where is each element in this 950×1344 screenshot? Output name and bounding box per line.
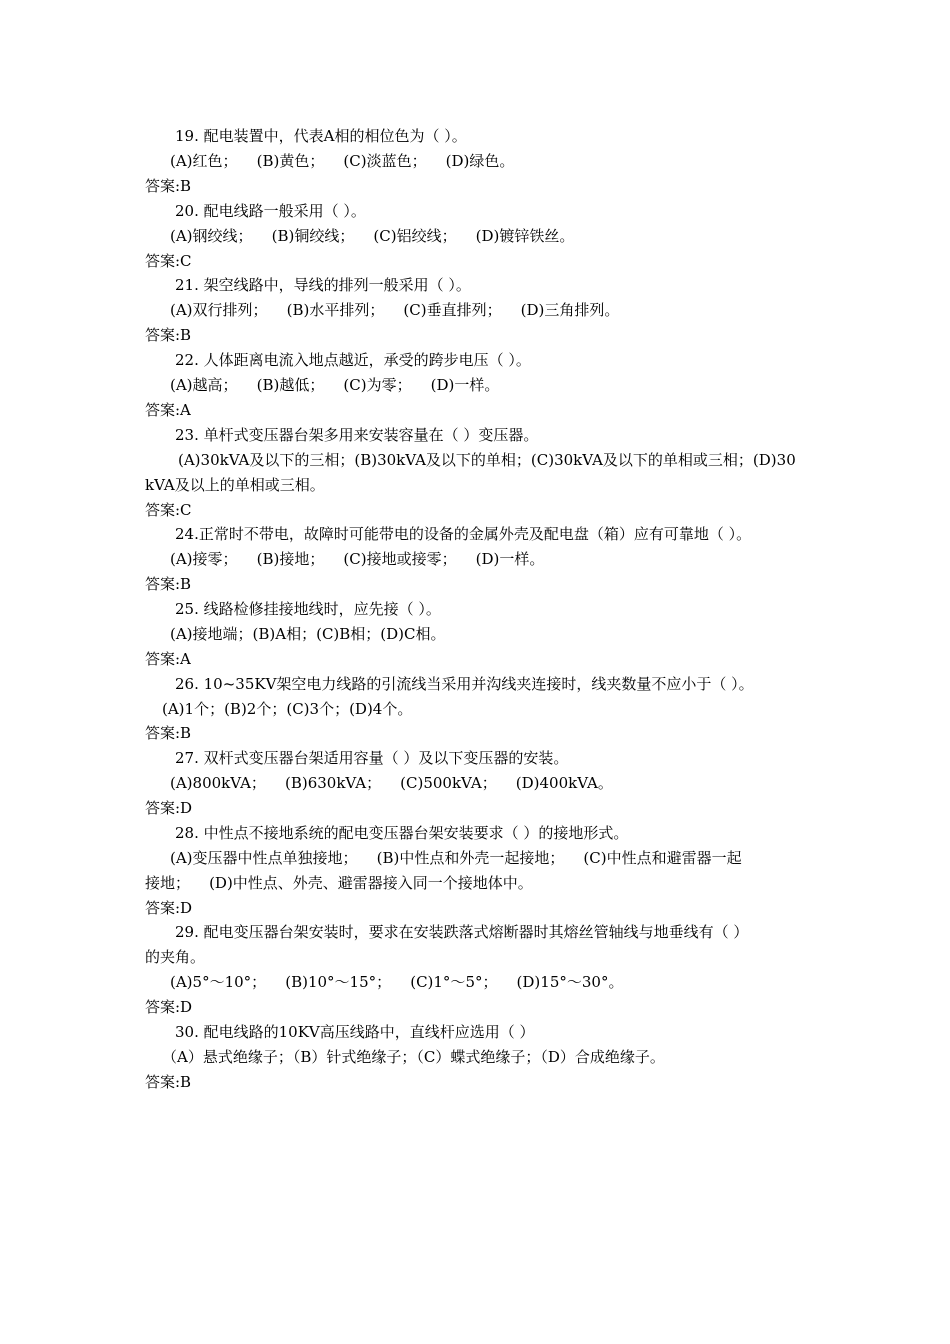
question-25-options: (A)接地端；(B)A相；(C)B相；(D)C相。 <box>170 625 446 643</box>
question-26-stem: 26. 10~35KV架空电力线路的引流线当采用并沟线夹连接时，线夹数量不应小于（ ）。 <box>175 675 754 693</box>
question-23-stem: 23. 单杆式变压器台架多用来安装容量在（ ）变压器。 <box>175 426 539 444</box>
question-19-answer: 答案:B <box>145 177 192 195</box>
question-24-options: (A)接零； (B)接地； (C)接地或接零； (D)一样。 <box>170 550 545 568</box>
question-20-stem: 20. 配电线路一般采用（ ）。 <box>175 202 366 220</box>
question-28-answer: 答案:D <box>145 899 193 917</box>
question-21-stem: 21. 架空线路中，导线的排列一般采用（ ）。 <box>175 276 471 294</box>
question-29-answer: 答案:D <box>145 998 193 1016</box>
question-26-answer: 答案:B <box>145 724 192 742</box>
question-29-options: (A)5°～10°； (B)10°～15°； (C)1°～5°； (D)15°～30°。 <box>170 973 624 991</box>
question-27-answer: 答案:D <box>145 799 193 817</box>
question-24-answer: 答案:B <box>145 575 192 593</box>
question-23-options-cont: kVA及以上的单相或三相。 <box>145 476 325 494</box>
question-25-answer: 答案:A <box>145 650 191 668</box>
question-27-stem: 27. 双杆式变压器台架适用容量（ ）及以下变压器的安装。 <box>175 749 569 767</box>
question-30-answer: 答案:B <box>145 1073 192 1091</box>
question-25-stem: 25. 线路检修挂接地线时，应先接（ ）。 <box>175 600 441 618</box>
question-21-answer: 答案:B <box>145 326 192 344</box>
question-28-options: (A)变压器中性点单独接地； (B)中性点和外壳一起接地； (C)中性点和避雷器一起 <box>170 849 742 867</box>
question-29-stem: 29. 配电变压器台架安装时，要求在安装跌落式熔断器时其熔丝管轴线与地垂线有（ ） <box>175 923 749 941</box>
question-24-stem: 24.正常时不带电，故障时可能带电的设备的金属外壳及配电盘（箱）应有可靠地（ ）。 <box>175 525 752 543</box>
question-21-options: (A)双行排列； (B)水平排列； (C)垂直排列； (D)三角排列。 <box>170 301 620 319</box>
question-23-options: (A)30kVA及以下的三相；(B)30kVA及以下的单相；(C)30kVA及以下的单相或三相；(D)30 <box>178 451 796 469</box>
question-19-options: (A)红色； (B)黄色； (C)淡蓝色； (D)绿色。 <box>170 152 515 170</box>
question-23-answer: 答案:C <box>145 501 192 519</box>
question-20-answer: 答案:C <box>145 252 192 270</box>
question-29-stem-cont: 的夹角。 <box>145 948 206 966</box>
question-28-options-cont: 接地； (D)中性点、外壳、避雷器接入同一个接地体中。 <box>145 874 533 892</box>
question-27-options: (A)800kVA； (B)630kVA； (C)500kVA； (D)400kVA。 <box>170 774 613 792</box>
question-30-stem: 30. 配电线路的10KV高压线路中，直线杆应选用（ ） <box>175 1023 535 1041</box>
question-26-options: (A)1个；(B)2个；(C)3个；(D)4个。 <box>162 700 413 718</box>
question-22-answer: 答案:A <box>145 401 191 419</box>
question-28-stem: 28. 中性点不接地系统的配电变压器台架安装要求（ ）的接地形式。 <box>175 824 629 842</box>
question-19-stem: 19. 配电装置中，代表A相的相位色为（ ）。 <box>175 127 467 145</box>
question-22-stem: 22. 人体距离电流入地点越近，承受的跨步电压（ ）。 <box>175 351 531 369</box>
question-22-options: (A)越高； (B)越低； (C)为零； (D)一样。 <box>170 376 500 394</box>
question-20-options: (A)钢绞线； (B)铜绞线； (C)铝绞线； (D)镀锌铁丝。 <box>170 227 575 245</box>
question-30-options: （A）悬式绝缘子；（B）针式绝缘子；（C）蝶式绝缘子；（D）合成绝缘子。 <box>162 1048 665 1066</box>
